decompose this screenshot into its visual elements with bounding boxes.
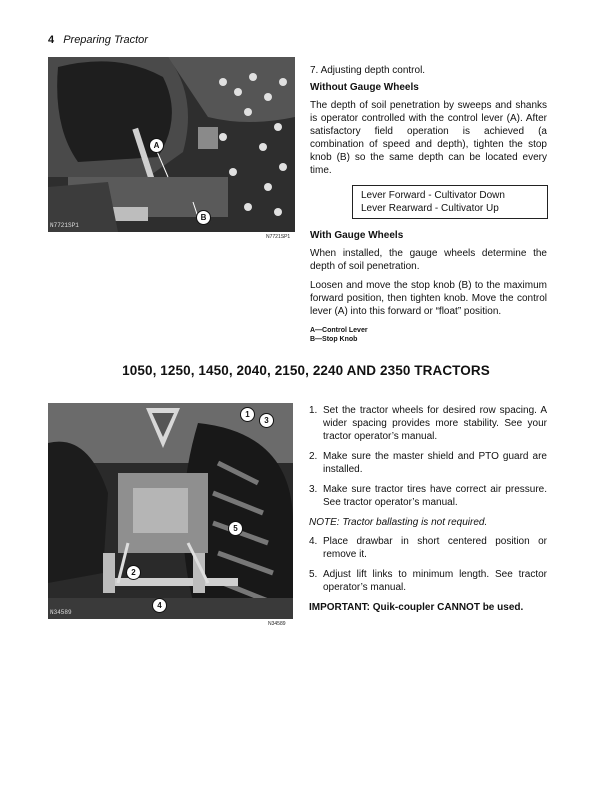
callout-2: 2 bbox=[126, 565, 141, 580]
page-header-title: Preparing Tractor bbox=[63, 34, 148, 46]
lever-forward-text: Lever Forward - Cultivator Down bbox=[361, 190, 505, 201]
page-number: 4 bbox=[48, 34, 55, 46]
callout-b: B bbox=[196, 210, 211, 225]
step-item: 3. Make sure tractor tires have correct air pressure. See tractor operator’s manual. bbox=[309, 484, 547, 508]
legend-control-lever: A—Control Lever bbox=[310, 327, 368, 334]
figure-legend bbox=[310, 326, 547, 344]
without-gauge-wheels-text: The depth of soil penetration by sweeps and shanks is operator controlled with the control lever (A). After satisfactory field operation is achieved (a combination of speed and depth), tighten the stop knob (B) so the same depth can be located every time. bbox=[310, 100, 547, 176]
top-figure-photo bbox=[48, 57, 295, 232]
tractor-rear-hitch-illustration bbox=[48, 403, 293, 619]
bottom-figure-photo bbox=[48, 403, 293, 619]
steps-list bbox=[309, 404, 547, 509]
depth-control-section bbox=[310, 64, 547, 344]
figure-corner-code: N7721SP1 bbox=[50, 222, 79, 229]
figure-corner-code: N34589 bbox=[50, 609, 72, 616]
tractor-prep-steps bbox=[309, 404, 547, 614]
page-header bbox=[48, 34, 148, 46]
callout-5: 5 bbox=[228, 521, 243, 536]
seat-and-lever-illustration bbox=[48, 57, 295, 232]
step-item: 2. Make sure the master shield and PTO guard are installed. bbox=[309, 451, 547, 475]
callout-4: 4 bbox=[152, 598, 167, 613]
steps-list-continued bbox=[309, 535, 547, 594]
step-item: 5. Adjust lift links to minimum length. See tractor operator’s manual. bbox=[309, 569, 547, 593]
with-gauge-wheels-text-2: Loosen and move the stop knob (B) to the maximum forward position, then tighten knob. Move the control lever (A) into this forward or “float” position. bbox=[310, 280, 547, 317]
step-item: 4. Place drawbar in short centered position or remove it. bbox=[309, 536, 547, 560]
lever-direction-box bbox=[352, 185, 548, 219]
with-gauge-wheels-text-1: When installed, the gauge wheels determine the depth of soil penetration. bbox=[310, 248, 547, 272]
step-item: 1. Set the tractor wheels for desired row spacing. A wider spacing provides more stability. See your tractor operator’s manual. bbox=[309, 405, 547, 442]
depth-control-heading: 7. Adjusting depth control. bbox=[310, 65, 426, 76]
top-figure-id: N7721SP1 bbox=[266, 234, 291, 240]
important-warning: IMPORTANT: Quik-coupler CANNOT be used. bbox=[309, 602, 524, 613]
section-title: 1050, 1250, 1450, 2040, 2150, 2240 AND 2350 TRACTORS bbox=[122, 363, 490, 378]
bottom-figure-id: N34589 bbox=[268, 621, 286, 627]
legend-stop-knob: B—Stop Knob bbox=[310, 336, 358, 343]
callout-a: A bbox=[149, 138, 164, 153]
lever-rearward-text: Lever Rearward - Cultivator Up bbox=[361, 203, 499, 214]
ballasting-note: NOTE: Tractor ballasting is not required. bbox=[309, 517, 488, 528]
callout-3: 3 bbox=[259, 413, 274, 428]
without-gauge-wheels-heading: Without Gauge Wheels bbox=[310, 82, 419, 93]
callout-1: 1 bbox=[240, 407, 255, 422]
with-gauge-wheels-heading: With Gauge Wheels bbox=[310, 230, 404, 241]
